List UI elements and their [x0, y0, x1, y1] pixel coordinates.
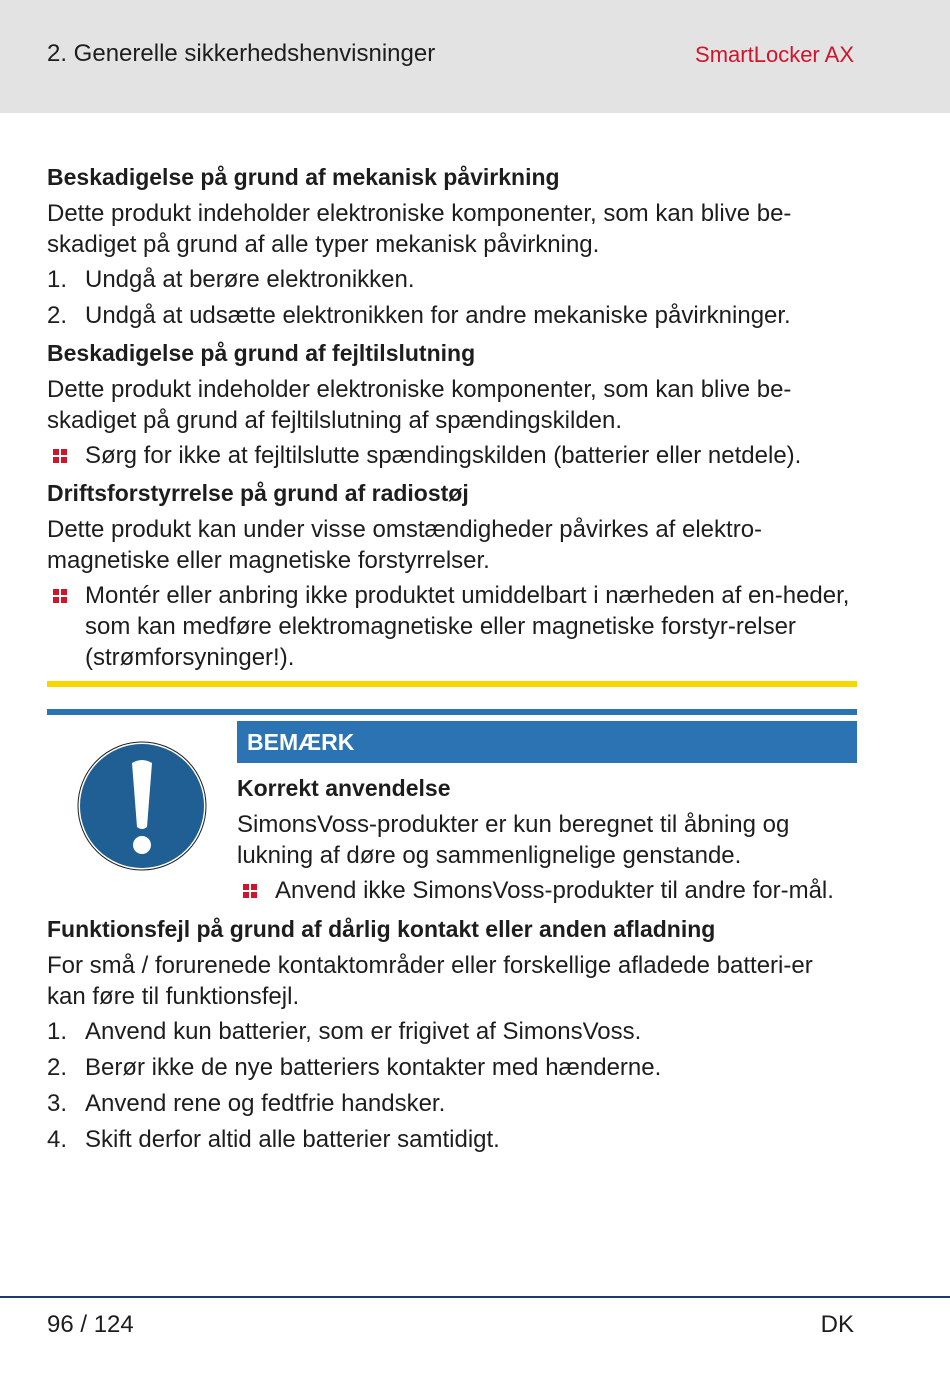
product-brand: SmartLocker AX	[695, 42, 854, 67]
section-radio-noise	[47, 476, 857, 673]
chapter-title: 2. Generelle sikkerhedshenvisninger	[47, 40, 436, 67]
notice-heading: Korrekt anvendelse	[237, 775, 451, 801]
list-item	[237, 875, 857, 906]
section-bad-contact	[47, 912, 857, 1155]
numbered-list	[47, 1016, 857, 1155]
section-heading: Beskadigelse på grund af fejltilslutning	[47, 340, 476, 366]
bullet-square-icon	[53, 449, 67, 463]
page-content	[47, 160, 857, 1160]
list-item-text: Anvend ikke SimonsVoss-produkter til andre for-mål.	[275, 877, 834, 904]
list-item	[47, 1088, 857, 1119]
page-number: 96 / 124	[47, 1311, 134, 1338]
list-item-text: Montér eller anbring ikke produktet umiddelbart i nærheden af en-heder, som kan medføre elektromagnetiske eller magnetiske forstyr-relser (strømforsyninger!).	[85, 582, 850, 671]
list-item	[47, 440, 857, 471]
numbered-list	[47, 264, 857, 331]
section-heading: Beskadigelse på grund af mekanisk påvirkning	[47, 164, 560, 190]
list-item	[47, 580, 857, 673]
section-mechanical	[47, 160, 857, 331]
section-wrong-connection	[47, 336, 857, 471]
list-marker: 3.	[47, 1090, 68, 1117]
bullet-list	[47, 580, 857, 673]
notice-label: BEMÆRK	[237, 721, 857, 763]
footer-rule	[0, 1296, 950, 1298]
list-item-text: Undgå at udsætte elektronikken for andre mekaniske påvirkninger.	[85, 302, 791, 329]
language-code: DK	[820, 1311, 854, 1338]
section-text: Dette produkt indeholder elektroniske komponenter, som kan blive be-skadiget på grund af fejltilslutning af spændingskilden.	[47, 376, 792, 434]
section-divider	[47, 681, 857, 687]
section-heading: Driftsforstyrrelse på grund af radiostøj	[47, 480, 469, 506]
list-marker: 1.	[47, 266, 68, 293]
list-item-text: Anvend rene og fedtfrie handsker.	[85, 1090, 446, 1117]
bullet-square-icon	[53, 589, 67, 603]
list-item-text: Anvend kun batterier, som er frigivet af SimonsVoss.	[85, 1018, 642, 1045]
list-item-text: Berør ikke de nye batteriers kontakter med hænderne.	[85, 1054, 662, 1081]
list-item-text: Sørg for ikke at fejltilslutte spændingskilden (batterier eller netdele).	[85, 442, 802, 469]
list-marker: 4.	[47, 1126, 68, 1153]
section-text: Dette produkt indeholder elektroniske komponenter, som kan blive be-skadiget på grund af alle typer mekanisk påvirkning.	[47, 200, 792, 258]
section-text: Dette produkt kan under visse omstændigheder påvirkes af elektro-magnetiske eller magnetiske forstyrrelser.	[47, 516, 763, 574]
bullet-square-icon	[243, 884, 257, 898]
list-item	[47, 1124, 857, 1155]
list-item	[47, 264, 857, 295]
notice-text: SimonsVoss-produkter er kun beregnet til åbning og lukning af døre og sammenlignelige genstande.	[237, 811, 790, 869]
section-heading: Funktionsfejl på grund af dårlig kontakt eller anden afladning	[47, 916, 716, 942]
list-item	[47, 1052, 857, 1083]
page-header	[0, 0, 950, 113]
section-text: For små / forurenede kontaktområder eller forskellige afladede batteri-er kan føre til funktionsfejl.	[47, 952, 813, 1010]
list-item	[47, 300, 857, 331]
list-item-text: Skift derfor altid alle batterier samtidigt.	[85, 1126, 500, 1153]
bullet-list	[237, 875, 857, 906]
list-marker: 1.	[47, 1018, 68, 1045]
notice-box	[47, 709, 857, 906]
list-item-text: Undgå at berøre elektronikken.	[85, 266, 415, 293]
list-marker: 2.	[47, 302, 68, 329]
list-item	[47, 1016, 857, 1047]
list-marker: 2.	[47, 1054, 68, 1081]
bullet-list	[47, 440, 857, 471]
notice-body	[47, 715, 857, 906]
